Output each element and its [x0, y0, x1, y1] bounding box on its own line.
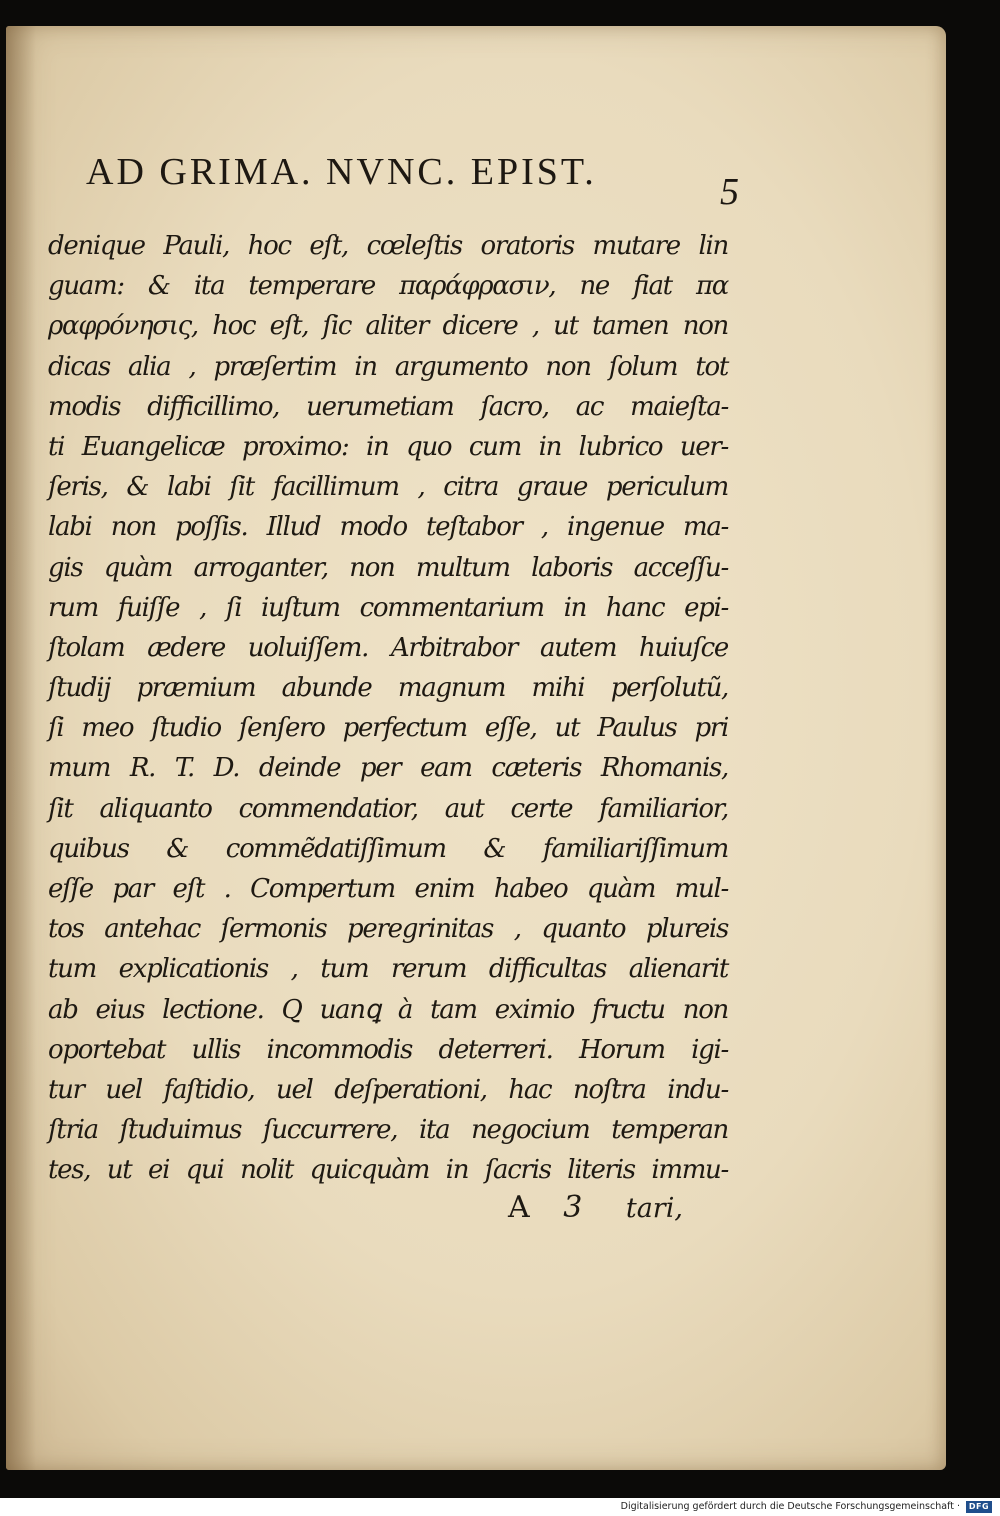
signature-number: 3 [563, 1190, 583, 1225]
dfg-logo: DFG [966, 1501, 992, 1513]
text-line: eſſe par eſt . Compertum enim habeo quàm mul- [48, 874, 728, 904]
text-line: rum fuiſſe , ſi iuſtum commentarium in hanc epi- [48, 592, 728, 623]
text-line: tos antehac ſermonis peregrinitas , quanto plureis [48, 914, 728, 945]
text-line: tum explicationis , tum rerum difficultas alienarit [48, 954, 728, 985]
text-line: ſi meo ſtudio ſenſero perfectum eſſe, ut Paulus pri [48, 713, 728, 744]
text-line: ſtolam ædere uoluiſſem. Arbitrabor autem huiuſce [48, 632, 728, 663]
text-line: mum R. T. D. deinde per eam cæteris Rhomanis, [48, 753, 728, 784]
signature-mark: A [508, 1190, 530, 1225]
digitization-credit: Digitalisierung gefördert durch die Deutsche Forschungsgemeinschaft · [620, 1501, 960, 1512]
text-line: guam: & ita temperare παράφρασιν, ne fiat πα [48, 271, 728, 302]
catchline [508, 1190, 683, 1225]
text-line: ſtria ſtuduimus ſuccurrere, ita negocium temperan [48, 1115, 728, 1146]
text-line: denique Pauli, hoc eſt, cœleſtis oratoris mutare lin [48, 231, 728, 261]
text-line: ſit aliquanto commendatior, aut certe familiarior, [48, 793, 728, 824]
running-head-title: AD GRIMA. NVNC. EPIST. [86, 151, 597, 193]
credit-bar [0, 1498, 1000, 1516]
text-line: gis quàm arroganter, non multum laboris acceſſu- [48, 552, 728, 583]
text-line: tur uel faſtidio, uel deſperationi, hac noſtra indu- [48, 1074, 728, 1105]
page-gutter-shadow [6, 26, 36, 1470]
text-line: oportebat ullis incommodis deterreri. Horum igi- [48, 1034, 728, 1065]
page-number: 5 [720, 171, 739, 213]
text-line: ab eius lectione. Q uanꝗ à tam eximio fructu non [48, 994, 728, 1025]
text-line: quibus & commẽdatiſſimum & familiariſſimum [48, 833, 728, 864]
text-line: dicas alia , præſertim in argumento non ſolum tot [48, 351, 728, 382]
text-line: labi non poſſis. Illud modo teſtabor , ingenue ma- [48, 512, 728, 543]
text-line: ſtudij præmium abunde magnum mihi perſolutũ, [48, 673, 728, 704]
text-line: tes, ut ei qui nolit quicquàm in ſacris literis immu- [48, 1155, 728, 1186]
text-line: modis difficillimo, uerumetiam ſacro, ac maieſta- [48, 391, 728, 422]
body-text [48, 226, 728, 1191]
text-line: ſeris, & labi ſit facillimum , citra graue periculum [48, 472, 728, 503]
catchword: tari, [625, 1193, 683, 1224]
text-line: ti Euangelicæ proximo: in quo cum in lubrico uer- [48, 431, 728, 462]
text-line: ραφρόνησις, hoc eſt, ſic aliter dicere , ut tamen non [48, 311, 728, 342]
